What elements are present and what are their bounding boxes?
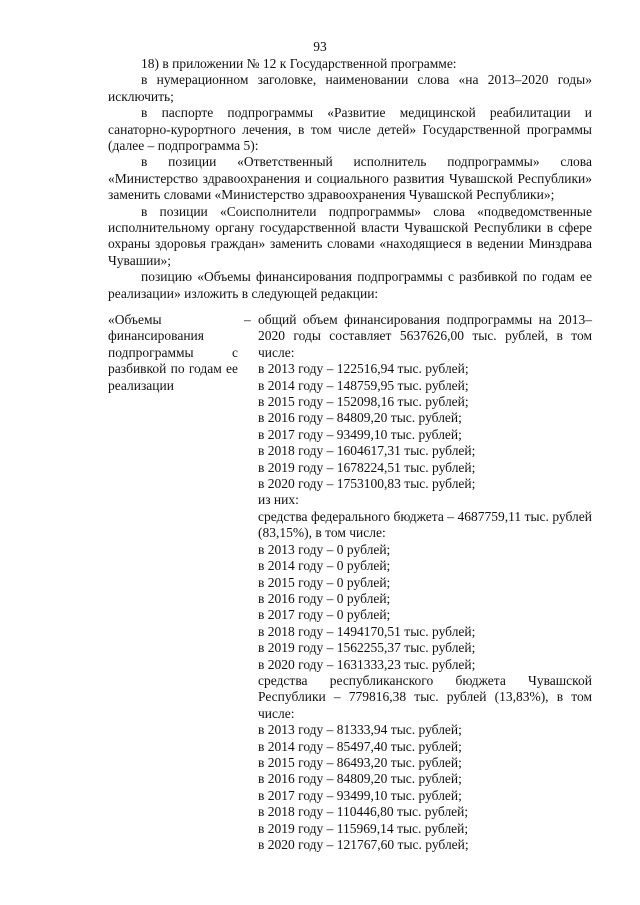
federal-year-line: в 2015 году – 0 рублей; [258,574,391,590]
paragraph-item-18: 18) в приложении № 12 к Государственной программе: [141,56,457,71]
position-label: «Объемы финансирования подпрограммы с разбивкой по годам ее реализации [108,312,238,393]
federal-year-line: в 2017 году – 0 рублей; [258,607,391,623]
federal-year-line: в 2020 году – 1631333,23 тыс. рублей; [258,656,476,672]
total-year-line: в 2018 году – 1604617,31 тыс. рублей; [258,443,476,459]
republic-year-line: в 2014 году – 85497,40 тыс. рублей; [258,738,462,754]
federal-year-line: в 2014 году – 0 рублей; [258,558,391,574]
total-year-line: в 2019 году – 1678224,51 тыс. рублей; [258,459,476,475]
total-year-line: в 2013 году – 122516,94 тыс. рублей; [258,361,469,377]
paragraph-passport: в паспорте подпрограммы «Развитие медицинской реабилитации и санаторно-курортного лечения, в том числе детей» Государственной программы (далее – подпрограмма 5): [108,105,592,154]
financing-cell [258,312,592,853]
total-intro: общий объем финансирования подпрограммы на 2013–2020 годы составляет 5637626,00 тыс. рублей, в том числе: [258,312,592,360]
federal-year-line: в 2019 году – 1562255,37 тыс. рублей; [258,640,476,656]
republic-year-line: в 2016 году – 84809,20 тыс. рублей; [258,771,462,787]
republic-year-line: в 2018 году – 110446,80 тыс. рублей; [258,804,469,820]
paragraph-financing-position: позицию «Объемы финансирования подпрограммы с разбивкой по годам ее реализации» изложить в следующей редакции: [108,269,592,301]
republic-year-line: в 2015 году – 86493,20 тыс. рублей; [258,754,462,770]
position-label-cell [108,312,251,394]
of-them-label: из них: [258,492,299,508]
total-year-line: в 2020 году – 1753100,83 тыс. рублей; [258,476,476,492]
republic-year-line: в 2020 году – 121767,60 тыс. рублей; [258,837,469,852]
total-year-line: в 2017 году – 93499,10 тыс. рублей; [258,426,462,442]
republic-year-line: в 2013 году – 81333,94 тыс. рублей; [258,722,462,738]
republic-intro: средства республиканского бюджета Чувашской Республики – 779816,38 тыс. рублей (13,83%), в том числе: [258,672,592,721]
total-year-line: в 2014 году – 148759,95 тыс. рублей; [258,377,469,393]
document-body [108,56,592,302]
federal-year-line: в 2016 году – 0 рублей; [258,590,391,606]
federal-year-line: в 2018 году – 1494170,51 тыс. рублей; [258,623,476,639]
republic-year-line: в 2017 году – 93499,10 тыс. рублей; [258,787,462,803]
position-dash: – [244,312,251,327]
republic-year-line: в 2019 году – 115969,14 тыс. рублей; [258,820,469,836]
paragraph-header-change: в нумерационном заголовке, наименовании слова «на 2013–2020 годы» исключить; [108,72,592,104]
paragraph-responsible: в позиции «Ответственный исполнитель подпрограммы» слова «Министерство здравоохранения и социального развития Чувашской Республики» заменить словами «Министерство здравоохранения Чувашской Республики»; [108,154,592,203]
page-number: 93 [313,39,327,54]
total-year-line: в 2015 году – 152098,16 тыс. рублей; [258,394,469,410]
paragraph-coexecutors: в позиции «Соисполнители подпрограммы» слова «подведомственные исполнительному органу государственной власти Чувашской Республики в сфере охраны здоровья граждан» заменить словами «находящиеся в ведении Минздрава Чувашии»; [108,203,592,268]
federal-year-line: в 2013 году – 0 рублей; [258,541,391,557]
federal-intro: средства федерального бюджета – 4687759,11 тыс. рублей (83,15%), в том числе: [258,508,592,541]
total-year-line: в 2016 году – 84809,20 тыс. рублей; [258,410,462,426]
